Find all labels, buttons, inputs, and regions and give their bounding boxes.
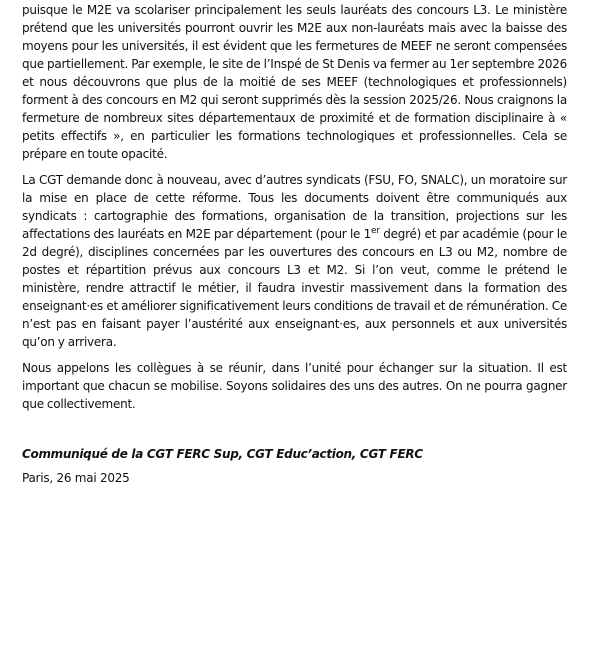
paragraph-meef-closures xyxy=(22,1,567,163)
document-page xyxy=(22,1,567,487)
ordinal-superscript: er xyxy=(371,226,380,236)
paragraph-call-to-action xyxy=(22,359,567,413)
paragraph-text-part1: La CGT demande donc à nouveau, avec d’autres syndicats (FSU, FO, SNALC), un moratoire sur la mise en place de cette réforme. Tous les documents doivent être communiqués aux syndicats : cartographie des formations, organisation de la transition, projections sur les affectations des lauréats en M2E par département (pour le 1 xyxy=(22,173,567,241)
paragraph-cgt-demands xyxy=(22,171,567,351)
paragraph-text: Nous appelons les collègues à se réunir, dans l’unité pour échanger sur la situation. Il est important que chacun se mobilise. Soyons solidaires des uns des autres. On ne pourra gagner que collectivement. xyxy=(22,361,567,411)
press-release-signature: Communiqué de la CGT FERC Sup, CGT Educ’action, CGT FERC xyxy=(22,447,423,461)
place-and-date: Paris, 26 mai 2025 xyxy=(22,471,130,485)
paragraph-text: puisque le M2E va scolariser principalement les seuls lauréats des concours L3. Le ministère prétend que les universités pourront ouvrir les M2E aux non-lauréats mais avec la baisse des moyens pour les universités, il est évident que les fermetures de MEEF ne seront compensées que partiellement. Par exemple, le site de l’Inspé de St Denis va fermer au 1er septembre 2026 et nous découvrons que plus de la moitié de ses MEEF (technologiques et professionnels) forment à des concours en M2 qui seront supprimés dès la session 2025/26. Nous craignons la fermeture de nombreux sites départementaux de proximité et de formation disciplinaire à « petits effectifs », en particulier les formations technologiques et professionnelles. Cela se prépare en toute opacité. xyxy=(22,3,567,161)
paragraph-text-part2: degré) et par académie (pour le 2d degré), disciplines concernées par les ouvertures des concours en L3 ou M2, nombre de postes et répartition prévus aux concours L3 et M2. Si l’on veut, comme le prétend le ministère, rendre attractif le métier, il faudra investir massivement dans la formation des enseignant·es et améliorer significativement leurs conditions de travail et de rémunération. Ce n’est pas en faisant payer l’austérité aux enseignant·es, aux personnels et aux universités qu’on y arrivera. xyxy=(22,227,568,349)
